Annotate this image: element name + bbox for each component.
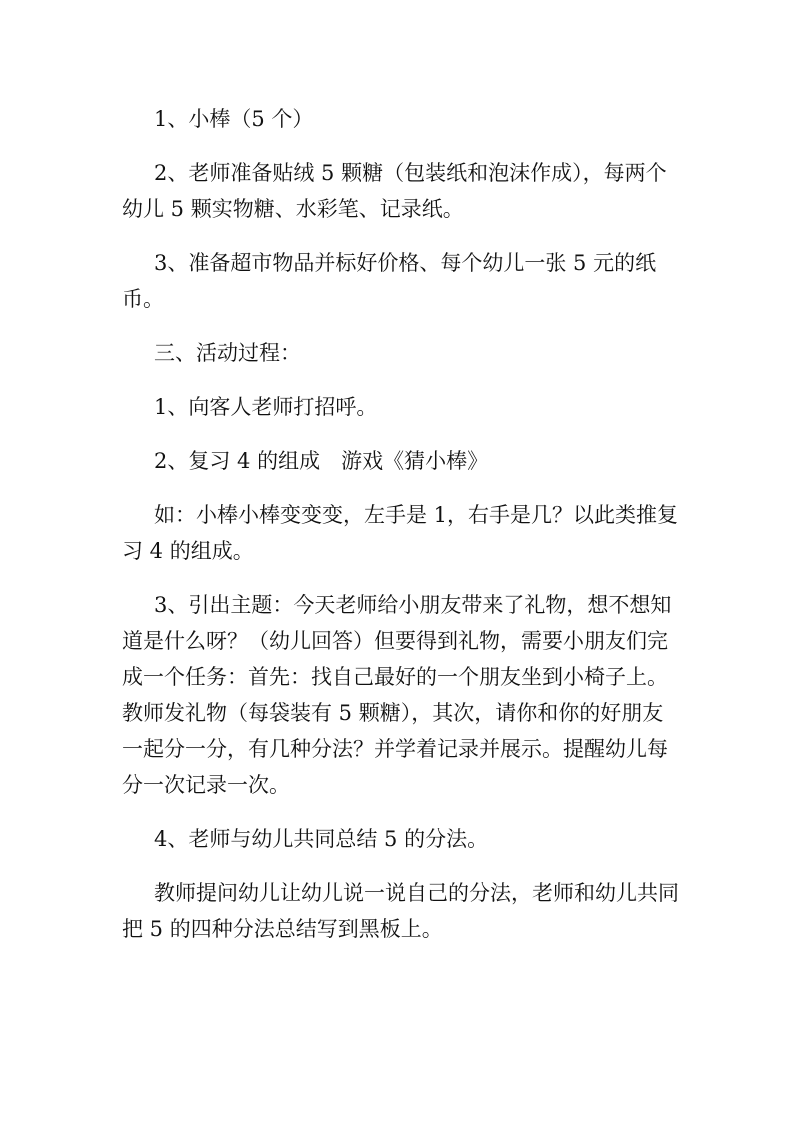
document-body xyxy=(122,101,682,947)
paragraph-materials-supermarket: 3、准备超市物品并标好价格、每个幼儿一张 5 元的纸币。 xyxy=(122,251,657,311)
paragraph-step-greeting: 1、向客人老师打招呼。 xyxy=(154,395,378,419)
paragraph-step-review-game: 2、复习 4 的组成 游戏《猜小棒》 xyxy=(154,449,489,473)
paragraph-step-introduce-topic: 3、引出主题：今天老师给小朋友带来了礼物，想不想知道是什么呀？（幼儿回答）但要得到礼物，需要小朋友们完成一个任务：首先：找自己最好的一个朋友坐到小椅子上。教师发礼物（每袋装有 5 颗糖），其次，请你和你的好朋友一起分一分，有几种分法？并学着记录并展示。提醒幼儿每分一次记录一次。 xyxy=(122,593,672,797)
paragraph-teacher-questions: 教师提问幼儿让幼儿说一说自己的分法，老师和幼儿共同把 5 的四种分法总结写到黑板上。 xyxy=(122,881,679,941)
section-heading-activity-process: 三、活动过程： xyxy=(154,341,301,365)
paragraph-materials-sticks: 1、小棒（5 个） xyxy=(154,107,314,131)
paragraph-materials-candy: 2、老师准备贴绒 5 颗糖（包装纸和泡沫作成），每两个幼儿 5 颗实物糖、水彩笔、记录纸。 xyxy=(122,161,667,221)
paragraph-game-example: 如：小棒小棒变变变，左手是 1，右手是几？以此类推复习 4 的组成。 xyxy=(122,503,679,563)
paragraph-step-summary: 4、老师与幼儿共同总结 5 的分法。 xyxy=(154,827,489,851)
